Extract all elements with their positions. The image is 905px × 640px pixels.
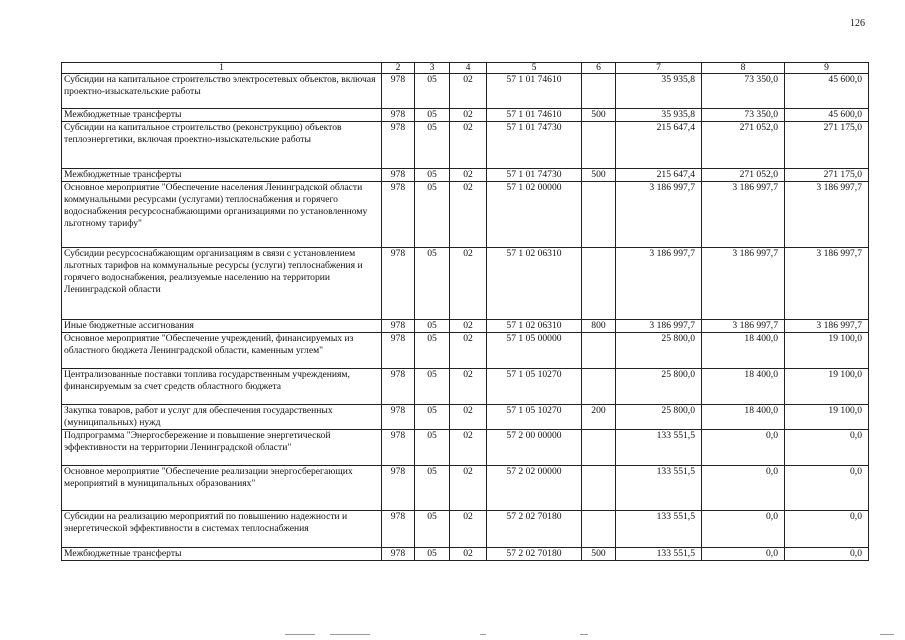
row-value-cell: 19 100,0 — [785, 333, 869, 369]
table-header-row — [62, 63, 869, 74]
row-value-cell: 978 — [382, 333, 415, 369]
row-value-cell: 57 1 01 74730 — [487, 169, 582, 182]
row-value-cell: 133 551,5 — [616, 548, 702, 561]
row-value-cell: 0,0 — [702, 511, 785, 548]
table-row — [62, 109, 869, 122]
row-value-cell: 57 1 01 74730 — [487, 122, 582, 169]
row-value-cell: 3 186 997,7 — [616, 320, 702, 333]
table-row — [62, 405, 869, 430]
row-value-cell: 05 — [415, 511, 450, 548]
table-row — [62, 74, 869, 109]
row-value-cell: 271 052,0 — [702, 122, 785, 169]
row-value-cell: 05 — [415, 369, 450, 405]
row-value-cell: 500 — [582, 169, 616, 182]
row-value-cell: 02 — [450, 333, 487, 369]
row-value-cell: 271 052,0 — [702, 169, 785, 182]
row-value-cell: 57 1 05 10270 — [487, 405, 582, 430]
row-value-cell: 57 1 01 74610 — [487, 74, 582, 109]
row-value-cell: 0,0 — [702, 430, 785, 466]
row-value-cell: 978 — [382, 248, 415, 320]
column-header: 9 — [785, 63, 869, 74]
row-value-cell: 978 — [382, 169, 415, 182]
row-value-cell: 35 935,8 — [616, 109, 702, 122]
row-value-cell: 45 600,0 — [785, 109, 869, 122]
row-name-cell: Межбюджетные трансферты — [62, 109, 382, 122]
row-name-cell: Субсидии на реализацию мероприятий по повышению надежности и энергетической эффективности в системах теплоснабжения — [62, 511, 382, 548]
row-value-cell: 57 1 02 06310 — [487, 248, 582, 320]
table-row — [62, 548, 869, 561]
row-value-cell: 271 175,0 — [785, 169, 869, 182]
row-name-cell: Субсидии на капитальное строительство (реконструкцию) объектов теплоэнергетики, включая проектно-изыскательские работы — [62, 122, 382, 169]
row-value-cell: 35 935,8 — [616, 74, 702, 109]
row-value-cell: 05 — [415, 333, 450, 369]
row-value-cell: 05 — [415, 122, 450, 169]
column-header: 7 — [616, 63, 702, 74]
table-row — [62, 169, 869, 182]
row-value-cell: 3 186 997,7 — [616, 248, 702, 320]
row-value-cell: 02 — [450, 369, 487, 405]
row-value-cell: 57 2 02 00000 — [487, 466, 582, 511]
row-value-cell: 0,0 — [785, 430, 869, 466]
table-row — [62, 320, 869, 333]
row-value-cell: 05 — [415, 466, 450, 511]
row-value-cell: 978 — [382, 405, 415, 430]
row-name-cell: Основное мероприятие "Обеспечение реализации энергосберегающих мероприятий в муниципальных образованиях" — [62, 466, 382, 511]
column-header: 8 — [702, 63, 785, 74]
row-value-cell: 978 — [382, 548, 415, 561]
row-value-cell: 3 186 997,7 — [785, 248, 869, 320]
row-value-cell: 02 — [450, 466, 487, 511]
row-value-cell: 05 — [415, 74, 450, 109]
row-value-cell: 18 400,0 — [702, 369, 785, 405]
row-value-cell: 215 647,4 — [616, 122, 702, 169]
row-name-cell: Субсидии ресурсоснабжающим организациям в связи с установлением льготных тарифов на коммунальные ресурсы (услуги) теплоснабжения и горячего водоснабжения, реализуемые населению на территории Ленинградской области — [62, 248, 382, 320]
row-value-cell — [582, 182, 616, 248]
table-row — [62, 430, 869, 466]
row-value-cell: 0,0 — [785, 466, 869, 511]
row-value-cell: 19 100,0 — [785, 369, 869, 405]
table-row — [62, 511, 869, 548]
row-value-cell: 133 551,5 — [616, 430, 702, 466]
row-value-cell: 05 — [415, 248, 450, 320]
row-name-cell: Централизованные поставки топлива государственным учреждениям, финансируемым за счет средств областного бюджета — [62, 369, 382, 405]
row-value-cell: 19 100,0 — [785, 405, 869, 430]
row-value-cell: 200 — [582, 405, 616, 430]
row-value-cell: 0,0 — [785, 511, 869, 548]
row-value-cell: 0,0 — [702, 548, 785, 561]
row-value-cell: 25 800,0 — [616, 405, 702, 430]
row-value-cell: 05 — [415, 169, 450, 182]
table-row — [62, 466, 869, 511]
row-value-cell: 978 — [382, 74, 415, 109]
row-value-cell: 978 — [382, 369, 415, 405]
scan-artifact-line — [0, 634, 905, 636]
row-value-cell: 05 — [415, 109, 450, 122]
row-name-cell: Основное мероприятие "Обеспечение учреждений, финансируемых из областного бюджета Ленинградской области, каменным углем" — [62, 333, 382, 369]
table-row — [62, 182, 869, 248]
row-value-cell: 500 — [582, 548, 616, 561]
row-value-cell — [582, 511, 616, 548]
table-row — [62, 122, 869, 169]
column-header: 3 — [415, 63, 450, 74]
row-value-cell: 3 186 997,7 — [702, 248, 785, 320]
row-value-cell: 57 1 01 74610 — [487, 109, 582, 122]
row-value-cell: 3 186 997,7 — [702, 182, 785, 248]
column-header: 4 — [450, 63, 487, 74]
row-value-cell — [582, 430, 616, 466]
row-value-cell: 978 — [382, 320, 415, 333]
row-value-cell: 57 2 02 70180 — [487, 511, 582, 548]
row-value-cell — [582, 466, 616, 511]
row-value-cell: 02 — [450, 248, 487, 320]
budget-table — [61, 62, 869, 561]
table-row — [62, 333, 869, 369]
row-value-cell: 978 — [382, 122, 415, 169]
row-value-cell: 02 — [450, 548, 487, 561]
row-value-cell: 18 400,0 — [702, 405, 785, 430]
row-value-cell: 73 350,0 — [702, 74, 785, 109]
table-body — [62, 74, 869, 561]
row-name-cell: Межбюджетные трансферты — [62, 169, 382, 182]
row-value-cell: 978 — [382, 430, 415, 466]
row-value-cell: 45 600,0 — [785, 74, 869, 109]
table-row — [62, 248, 869, 320]
column-header: 1 — [62, 63, 382, 74]
row-name-cell: Закупка товаров, работ и услуг для обеспечения государственных (муниципальных) нужд — [62, 405, 382, 430]
table-row — [62, 369, 869, 405]
row-value-cell: 25 800,0 — [616, 333, 702, 369]
row-value-cell: 133 551,5 — [616, 466, 702, 511]
row-value-cell: 05 — [415, 548, 450, 561]
row-value-cell: 0,0 — [785, 548, 869, 561]
row-value-cell: 02 — [450, 182, 487, 248]
row-name-cell: Субсидии на капитальное строительство электросетевых объектов, включая проектно-изыскательские работы — [62, 74, 382, 109]
row-value-cell: 3 186 997,7 — [616, 182, 702, 248]
row-value-cell: 3 186 997,7 — [785, 320, 869, 333]
row-value-cell: 57 1 05 10270 — [487, 369, 582, 405]
row-value-cell: 0,0 — [702, 466, 785, 511]
row-value-cell — [582, 369, 616, 405]
row-value-cell: 02 — [450, 405, 487, 430]
row-value-cell: 73 350,0 — [702, 109, 785, 122]
page-number: 126 — [850, 18, 865, 29]
row-value-cell: 05 — [415, 430, 450, 466]
row-name-cell: Межбюджетные трансферты — [62, 548, 382, 561]
row-value-cell: 215 647,4 — [616, 169, 702, 182]
row-value-cell: 18 400,0 — [702, 333, 785, 369]
row-value-cell — [582, 74, 616, 109]
row-value-cell — [582, 333, 616, 369]
row-name-cell: Иные бюджетные ассигнования — [62, 320, 382, 333]
row-value-cell: 02 — [450, 122, 487, 169]
row-value-cell: 02 — [450, 74, 487, 109]
row-value-cell: 978 — [382, 511, 415, 548]
row-value-cell: 05 — [415, 182, 450, 248]
row-value-cell: 02 — [450, 430, 487, 466]
row-value-cell: 02 — [450, 511, 487, 548]
row-value-cell: 500 — [582, 109, 616, 122]
row-value-cell: 978 — [382, 182, 415, 248]
row-value-cell: 05 — [415, 320, 450, 333]
row-value-cell — [582, 248, 616, 320]
row-value-cell: 57 2 00 00000 — [487, 430, 582, 466]
column-header: 6 — [582, 63, 616, 74]
row-name-cell: Основное мероприятие "Обеспечение населения Ленинградской области коммунальными ресурсами (услугами) теплоснабжения и горячего водоснабжения ресурсоснабжающими организациями по установленному льготному тарифу" — [62, 182, 382, 248]
row-value-cell: 02 — [450, 320, 487, 333]
row-value-cell: 271 175,0 — [785, 122, 869, 169]
row-value-cell: 05 — [415, 405, 450, 430]
row-name-cell: Подпрограмма "Энергосбережение и повышение энергетической эффективности на территории Ленинградской области" — [62, 430, 382, 466]
row-value-cell: 02 — [450, 109, 487, 122]
row-value-cell: 57 1 02 00000 — [487, 182, 582, 248]
row-value-cell: 978 — [382, 109, 415, 122]
row-value-cell: 978 — [382, 466, 415, 511]
row-value-cell: 133 551,5 — [616, 511, 702, 548]
row-value-cell: 3 186 997,7 — [785, 182, 869, 248]
column-header: 5 — [487, 63, 582, 74]
row-value-cell: 02 — [450, 169, 487, 182]
row-value-cell: 800 — [582, 320, 616, 333]
row-value-cell: 57 1 05 00000 — [487, 333, 582, 369]
row-value-cell: 57 1 02 06310 — [487, 320, 582, 333]
column-header: 2 — [382, 63, 415, 74]
row-value-cell: 25 800,0 — [616, 369, 702, 405]
row-value-cell: 57 2 02 70180 — [487, 548, 582, 561]
row-value-cell — [582, 122, 616, 169]
row-value-cell: 3 186 997,7 — [702, 320, 785, 333]
